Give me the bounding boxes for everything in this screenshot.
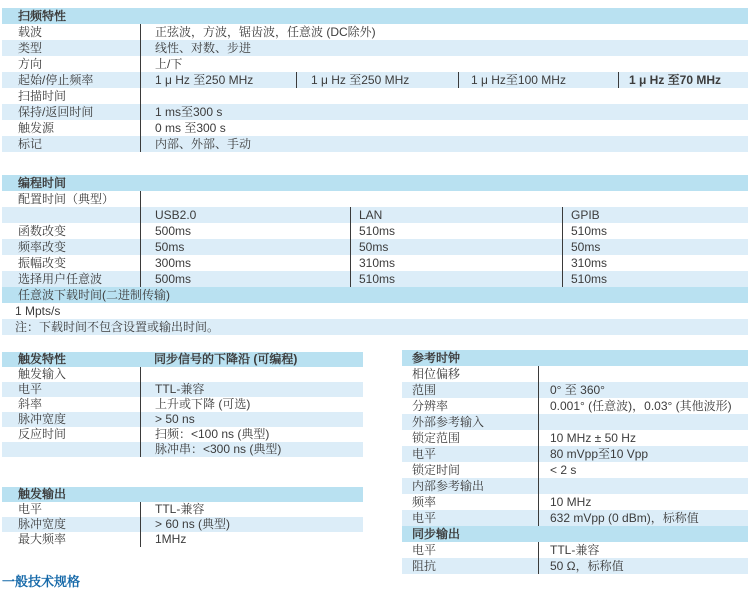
table-row — [402, 510, 748, 526]
cell-lan: 510ms — [350, 271, 562, 287]
cell-lan: 310ms — [350, 255, 562, 271]
row-label: 锁定时间 — [412, 463, 461, 477]
programming-time-table — [2, 175, 748, 335]
row-label: 电平 — [412, 543, 437, 557]
cell-gpib: 510ms — [562, 271, 748, 287]
sync-output-title: 同步输出 — [412, 527, 461, 541]
row-label: 相位偏移 — [412, 367, 461, 381]
cell-gpib: 50ms — [562, 239, 748, 255]
row-value: 80 mVpp至10 Vpp — [538, 446, 748, 462]
row-label: 配置时间（典型） — [18, 192, 115, 206]
section-title: 触发特性 — [18, 352, 67, 366]
download-rate: 1 Mpts/s — [15, 304, 61, 318]
table-row — [2, 412, 363, 427]
row-value: 1MHz — [140, 532, 363, 547]
cell-usb: 500ms — [140, 271, 350, 287]
row-value — [538, 414, 748, 430]
table-row — [2, 255, 748, 271]
section-title: 参考时钟 — [412, 351, 461, 365]
row-value: 10 MHz ± 50 Hz — [538, 430, 748, 446]
section-header-row — [2, 352, 363, 367]
row-label — [2, 442, 140, 457]
table-row — [402, 494, 748, 510]
column-header-lan: LAN — [350, 207, 562, 223]
table-row — [2, 223, 748, 239]
table-row — [402, 430, 748, 446]
row-label: 函数改变 — [18, 224, 67, 238]
row-value: 脉冲串：<300 ns (典型) — [140, 442, 363, 457]
row-label: 触发源 — [18, 121, 55, 135]
row-label: 反应时间 — [18, 427, 67, 441]
row-value: 上升或下降 (可选) — [140, 397, 363, 412]
sweep-characteristics-table — [2, 8, 748, 152]
table-subheader-row — [2, 191, 748, 207]
table-row — [402, 446, 748, 462]
cell-gpib: 310ms — [562, 255, 748, 271]
freq-range-col1: 1 μ Hz 至250 MHz — [140, 72, 296, 88]
row-value: 正弦波，方波，锯齿波，任意波 (DC除外) — [140, 24, 748, 40]
row-value: 632 mVpp (0 dBm)，标称值 — [538, 510, 748, 526]
table-row — [2, 397, 363, 412]
table-row — [2, 120, 748, 136]
row-value: 线性、对数、步进 — [140, 40, 748, 56]
table-row — [2, 382, 363, 397]
trigger-characteristics-table — [2, 352, 363, 457]
table-row — [2, 532, 363, 547]
row-value: TTL-兼容 — [140, 382, 363, 397]
row-value — [140, 367, 363, 382]
table-row — [2, 56, 748, 72]
row-label: 电平 — [18, 382, 43, 396]
row-value: 0 ms 至300 s — [140, 120, 748, 136]
row-label: 触发输入 — [18, 367, 67, 381]
section-header-row — [2, 8, 748, 24]
table-row — [2, 40, 748, 56]
row-value: 内部、外部、手动 — [140, 136, 748, 152]
row-label: 外部参考输入 — [412, 415, 485, 429]
note-text: 注：下载时间不包含设置或输出时间。 — [15, 320, 220, 334]
trigger-output-table — [2, 487, 363, 547]
row-label: 斜率 — [18, 397, 43, 411]
column-header-usb: USB2.0 — [140, 207, 350, 223]
table-row — [2, 24, 748, 40]
section-title-value: 同步信号的下降沿 (可编程) — [154, 352, 298, 366]
row-label: 电平 — [18, 502, 43, 516]
sync-output-header-row — [402, 526, 748, 542]
row-label — [2, 207, 140, 223]
cell-usb: 500ms — [140, 223, 350, 239]
section-title: 扫频特性 — [18, 9, 67, 23]
row-value — [538, 366, 748, 382]
row-label: 锁定范围 — [412, 431, 461, 445]
row-label: 最大频率 — [18, 532, 67, 546]
row-value: 10 MHz — [538, 494, 748, 510]
table-row — [2, 271, 748, 287]
row-value — [140, 191, 748, 207]
row-label: 方向 — [18, 57, 43, 71]
table-row — [2, 442, 363, 457]
column-header-row — [2, 207, 748, 223]
cell-usb: 300ms — [140, 255, 350, 271]
section-header-row — [402, 350, 748, 366]
table-row — [2, 367, 363, 382]
table-row — [402, 398, 748, 414]
general-specs-heading: 一般技术规格 — [2, 574, 81, 589]
row-value: < 2 s — [538, 462, 748, 478]
row-label: 脉冲宽度 — [18, 517, 67, 531]
row-label: 载波 — [18, 25, 43, 39]
row-label: 类型 — [18, 41, 43, 55]
row-label: 标记 — [18, 137, 43, 151]
table-row — [2, 239, 748, 255]
row-value: 0° 至 360° — [538, 382, 748, 398]
row-value: 扫频：<100 ns (典型) — [140, 427, 363, 442]
row-label: 电平 — [412, 447, 437, 461]
section-header-row — [2, 175, 748, 191]
table-row — [2, 136, 748, 152]
row-value: 1 ms至300 s — [140, 104, 748, 120]
table-row — [2, 427, 363, 442]
row-value — [140, 88, 748, 104]
column-header-gpib: GPIB — [562, 207, 748, 223]
row-value: > 60 ns (典型) — [140, 517, 363, 532]
freq-range-col2: 1 μ Hz 至250 MHz — [296, 72, 458, 88]
reference-clock-table — [402, 350, 748, 574]
row-label: 扫描时间 — [18, 89, 67, 103]
row-label: 保持/返回时间 — [18, 105, 94, 119]
cell-gpib: 510ms — [562, 223, 748, 239]
row-label: 分辨率 — [412, 399, 449, 413]
table-row — [402, 382, 748, 398]
freq-range-col3: 1 μ Hz至100 MHz — [458, 72, 618, 88]
cell-lan: 50ms — [350, 239, 562, 255]
freq-range-col4: 1 μ Hz 至70 MHz — [618, 72, 748, 88]
download-time-header: 任意波下载时间(二进制传输) — [18, 288, 170, 302]
table-row — [2, 517, 363, 532]
row-value — [538, 478, 748, 494]
table-row — [2, 104, 748, 120]
row-label: 脉冲宽度 — [18, 412, 67, 426]
row-value: 上/下 — [140, 56, 748, 72]
row-value: > 50 ns — [140, 412, 363, 427]
table-row — [402, 366, 748, 382]
table-row — [402, 462, 748, 478]
row-label: 范围 — [412, 383, 437, 397]
section-header-row — [2, 487, 363, 502]
row-label: 阻抗 — [412, 559, 437, 573]
row-label: 电平 — [412, 511, 437, 525]
row-label: 频率改变 — [18, 240, 67, 254]
download-rate-row — [2, 303, 748, 319]
download-time-header-row — [2, 287, 748, 303]
table-row — [402, 542, 748, 558]
row-value: TTL-兼容 — [140, 502, 363, 517]
row-value: 0.001° (任意波)，0.03° (其他波形) — [538, 398, 748, 414]
row-label: 频率 — [412, 495, 437, 509]
row-value: TTL-兼容 — [538, 542, 748, 558]
section-title: 触发输出 — [18, 487, 67, 501]
row-value: 50 Ω，标称值 — [538, 558, 748, 574]
table-row — [402, 414, 748, 430]
cell-lan: 510ms — [350, 223, 562, 239]
table-row — [2, 502, 363, 517]
row-label: 选择用户任意波 — [18, 272, 103, 286]
row-label: 内部参考输出 — [412, 479, 485, 493]
row-label: 起始/停止频率 — [18, 73, 94, 87]
cell-usb: 50ms — [140, 239, 350, 255]
table-row-frequency-range — [2, 72, 748, 88]
table-row — [2, 88, 748, 104]
note-row — [2, 319, 748, 335]
section-title: 编程时间 — [18, 176, 67, 190]
row-label: 振幅改变 — [18, 256, 67, 270]
table-row — [402, 478, 748, 494]
table-row — [402, 558, 748, 574]
